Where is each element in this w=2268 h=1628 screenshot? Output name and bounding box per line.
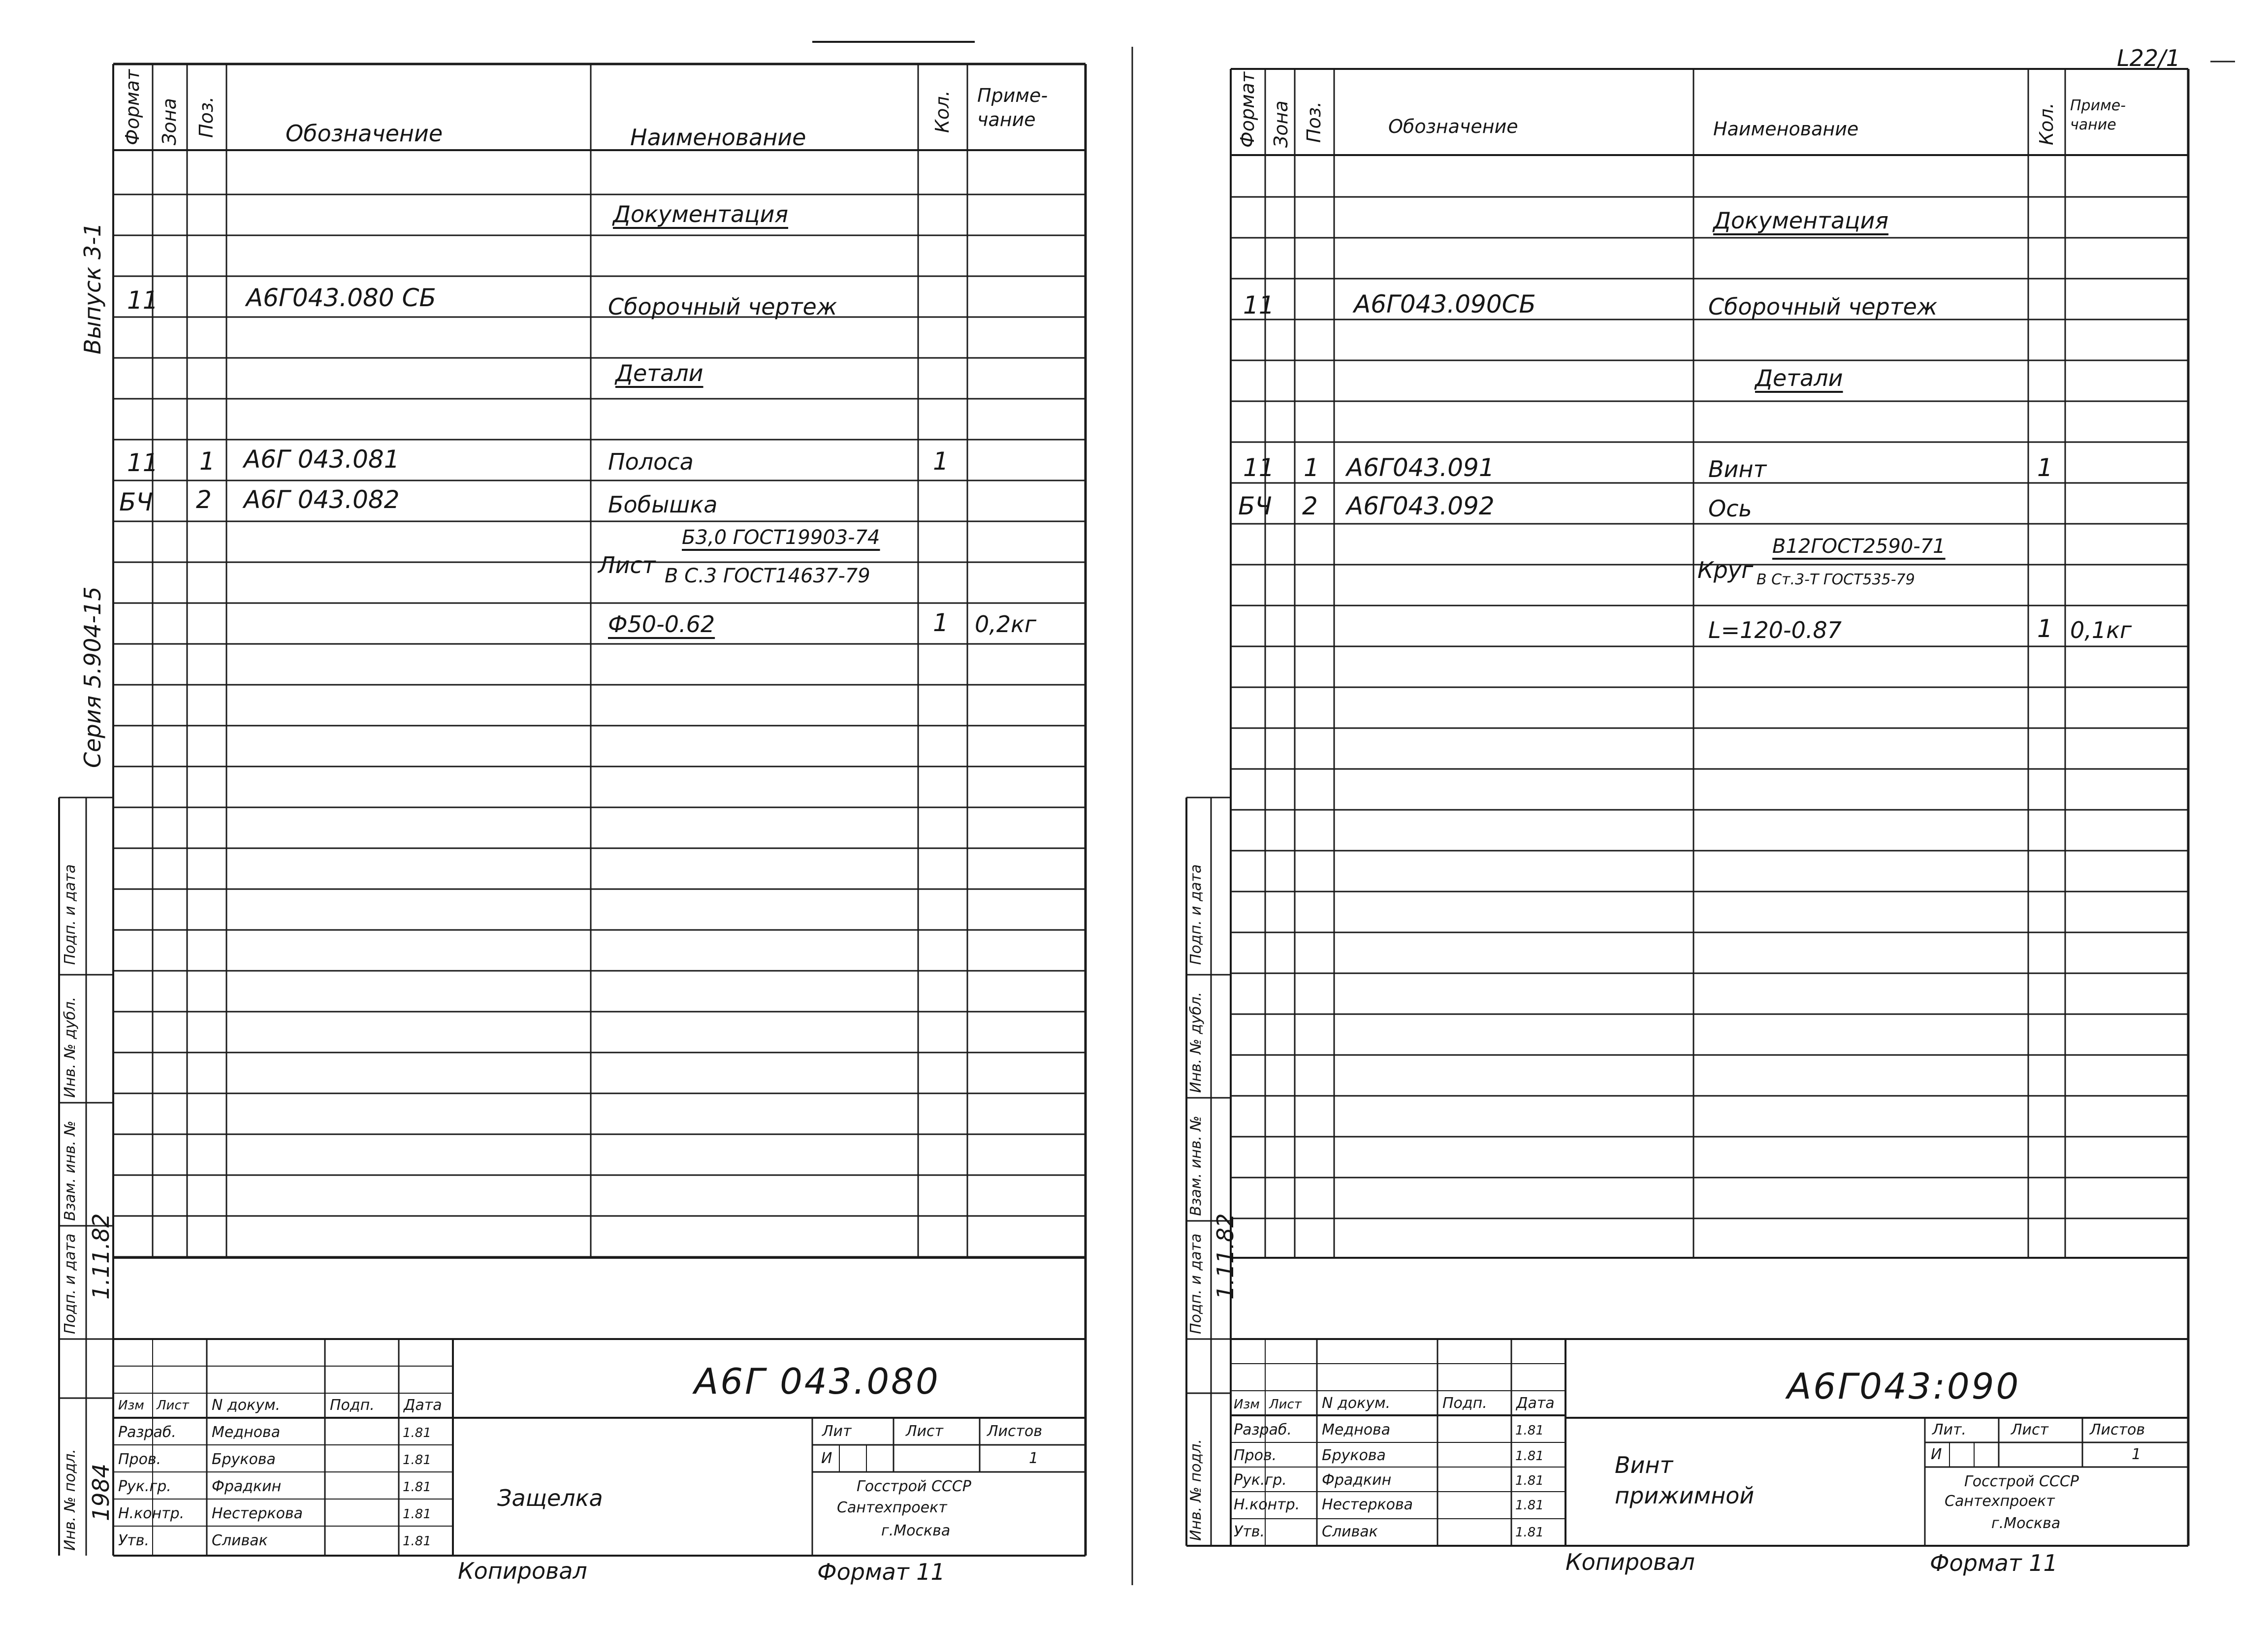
item1-format: 11 [1243, 453, 1275, 482]
item2-pos: 2 [1302, 492, 1318, 520]
person-developer: Меднова [1322, 1421, 1391, 1438]
header-designation: Обозначение [1388, 116, 1518, 137]
header-qty: Кол. [931, 90, 953, 133]
dim-qty: 1 [2037, 614, 2053, 643]
issue-label: Выпуск 3-1 [79, 222, 106, 354]
person-checker: Брукова [212, 1451, 276, 1468]
sheet-right [1132, 0, 2268, 1628]
footer-copied: Копировал [458, 1558, 587, 1584]
footer-format: Формат 11 [1930, 1550, 2058, 1576]
role-approved: Утв. [118, 1532, 149, 1549]
item2-pos: 2 [196, 485, 212, 514]
org-line-3: г.Москва [1991, 1515, 2061, 1532]
date-checker: 1.81 [1515, 1449, 1544, 1464]
header-zone: Зона [1270, 100, 1292, 148]
doc-format: 11 [1243, 291, 1275, 319]
section-docs: Документация [613, 201, 789, 227]
sheets-label: Листов [2090, 1421, 2145, 1438]
col-header-date: Дата [404, 1397, 442, 1414]
stamp-field-dup: Инв. № дубл. [1187, 991, 1205, 1093]
header-designation: Обозначение [286, 120, 443, 147]
sheets-value: 1 [1029, 1450, 1039, 1467]
header-qty: Кол. [2036, 102, 2057, 145]
header-format: Формат [122, 69, 143, 145]
lit-label: Лит [822, 1423, 852, 1440]
item2-name: Ось [1708, 495, 1752, 522]
dim-note: 0,2кг [975, 611, 1037, 638]
sheets-value: 1 [2132, 1446, 2141, 1463]
material-prefix: Лист [598, 552, 656, 578]
item2-name: Бобышка [608, 491, 718, 518]
person-norm-control: Нестеркова [212, 1505, 303, 1522]
org-line-1: Госстрой СССР [857, 1478, 971, 1495]
person-approved: Сливак [1322, 1523, 1378, 1540]
material-prefix: Круг [1697, 557, 1754, 583]
stamp-field-sign-date: Подп. и дата [1187, 864, 1205, 965]
org-line-1: Госстрой СССР [1964, 1473, 2079, 1490]
material-top: Б3,0 ГОСТ19903-74 [682, 526, 880, 549]
col-header-sheet: Лист [1269, 1397, 1302, 1412]
org-line-2: Сантехпроект [837, 1499, 947, 1516]
role-developer: Разраб. [118, 1424, 176, 1441]
dim-note: 0,1кг [2070, 617, 2132, 643]
footer-copied: Копировал [1565, 1549, 1695, 1575]
doc-name: Сборочный чертеж [1708, 293, 1938, 320]
org-line-3: г.Москва [881, 1522, 951, 1539]
section-parts: Детали [615, 360, 703, 386]
stamp-field-replace: Взам. инв. № [62, 1120, 79, 1221]
item1-format: 11 [127, 448, 159, 477]
header-name: Наименование [630, 124, 806, 151]
item1-pos: 1 [199, 447, 215, 476]
item1-name: Винт [1708, 456, 1767, 482]
person-developer: Меднова [212, 1424, 281, 1441]
section-docs: Документация [1713, 207, 1889, 234]
role-group-lead: Рук.гр. [118, 1478, 171, 1495]
col-header-date: Дата [1516, 1395, 1555, 1412]
person-norm-control: Нестеркова [1322, 1496, 1413, 1513]
stamp-field-sign-date: Подп. и дата [62, 864, 79, 965]
header-name: Наименование [1713, 118, 1859, 140]
dim-text: Ф50-0.62 [608, 611, 715, 638]
material-bottom: В С.3 ГОСТ14637-79 [665, 565, 870, 587]
header-pos: Поз. [1303, 101, 1325, 143]
role-norm-control: Н.контр. [1234, 1496, 1300, 1513]
lit-value: И [821, 1450, 832, 1467]
dim-qty: 1 [933, 608, 949, 637]
col-header-change: Изм [118, 1398, 144, 1413]
col-header-sign: Подп. [330, 1397, 375, 1414]
sheet-label: Лист [906, 1423, 944, 1440]
sheets-label: Листов [987, 1423, 1043, 1440]
role-approved: Утв. [1234, 1523, 1265, 1540]
sheet-left-grid [0, 0, 1132, 1628]
header-zone: Зона [159, 98, 180, 145]
item1-pos: 1 [1304, 453, 1319, 482]
doc-designation: А6Г043.090СБ [1354, 290, 1536, 319]
item1-qty: 1 [933, 447, 949, 476]
person-approved: Сливак [212, 1532, 268, 1549]
lit-value: И [1931, 1446, 1942, 1463]
date-checker: 1.81 [403, 1453, 431, 1468]
item1-designation: А6Г 043.081 [244, 445, 400, 474]
item2-format: БЧ [119, 488, 153, 516]
date-norm-control: 1.81 [403, 1507, 431, 1522]
lit-label: Лит. [1932, 1421, 1967, 1438]
sheet-right-grid [1132, 0, 2268, 1628]
date-approved: 1.81 [1515, 1525, 1544, 1540]
product-name: Защелка [497, 1485, 603, 1511]
date-developer: 1.81 [403, 1426, 431, 1440]
stamp-field-sign: Подп. и дата [1187, 1233, 1205, 1334]
dim-text: L=120-0.87 [1708, 617, 1842, 643]
header-pos: Поз. [195, 96, 217, 138]
doc-name: Сборочный чертеж [608, 293, 837, 320]
product-name: Винт прижимной [1615, 1452, 1755, 1509]
sheet-left [0, 0, 1132, 1628]
col-header-sign: Подп. [1442, 1395, 1487, 1412]
header-note: Приме- чание [2070, 97, 2126, 133]
stamp-field-orig: Инв. № подл. [1187, 1439, 1205, 1541]
year-written: 1984 [88, 1463, 114, 1521]
item1-designation: А6Г043.091 [1346, 453, 1495, 482]
doc-format: 11 [127, 286, 159, 315]
item2-designation: А6Г043.092 [1346, 492, 1495, 520]
item1-qty: 1 [2037, 453, 2053, 482]
date-norm-control: 1.81 [1515, 1498, 1544, 1513]
item1-name: Полоса [608, 448, 694, 475]
document-code: А6Г043:090 [1787, 1366, 2021, 1407]
person-checker: Брукова [1322, 1447, 1386, 1464]
series-label: Серия 5.904-15 [79, 586, 106, 768]
col-header-doc-number: N докум. [212, 1397, 281, 1414]
role-developer: Разраб. [1234, 1421, 1292, 1438]
role-norm-control: Н.контр. [118, 1505, 185, 1522]
item2-designation: А6Г 043.082 [244, 485, 400, 514]
org-line-2: Сантехпроект [1945, 1493, 2055, 1510]
date-group-lead: 1.81 [1515, 1473, 1544, 1488]
stamp-field-dup: Инв. № дубл. [62, 996, 79, 1098]
stamp-field-replace: Взам. инв. № [1187, 1116, 1205, 1216]
corner-mark: L22/1 [2117, 45, 2180, 71]
footer-format: Формат 11 [817, 1559, 945, 1585]
date-approved: 1.81 [403, 1534, 431, 1549]
material-bottom: В Ст.3-Т ГОСТ535-79 [1757, 571, 1915, 588]
stamp-field-sign: Подп. и дата [62, 1233, 79, 1334]
signature-date: 1.11.82 [1212, 1213, 1239, 1300]
person-group-lead: Фрадкин [212, 1478, 282, 1495]
role-group-lead: Рук.гр. [1234, 1471, 1287, 1489]
item2-format: БЧ [1238, 492, 1272, 520]
role-checker: Пров. [118, 1451, 161, 1468]
col-header-change: Изм [1234, 1397, 1260, 1412]
date-group-lead: 1.81 [403, 1480, 431, 1495]
header-format: Формат [1237, 71, 1258, 148]
col-header-sheet: Лист [157, 1398, 189, 1413]
section-parts: Детали [1755, 365, 1843, 391]
doc-designation: А6Г043.080 СБ [246, 284, 436, 312]
material-top: В12ГОСТ2590-71 [1772, 535, 1946, 558]
stamp-field-orig: Инв. № подл. [62, 1449, 79, 1551]
col-header-doc-number: N докум. [1322, 1395, 1391, 1412]
document-code: А6Г 043.080 [694, 1361, 940, 1402]
date-developer: 1.81 [1515, 1423, 1544, 1438]
header-note: Приме- чание [977, 85, 1048, 131]
signature-date: 1.11.82 [88, 1213, 114, 1300]
person-group-lead: Фрадкин [1322, 1471, 1392, 1489]
sheet-label: Лист [2011, 1421, 2049, 1438]
role-checker: Пров. [1234, 1447, 1277, 1464]
